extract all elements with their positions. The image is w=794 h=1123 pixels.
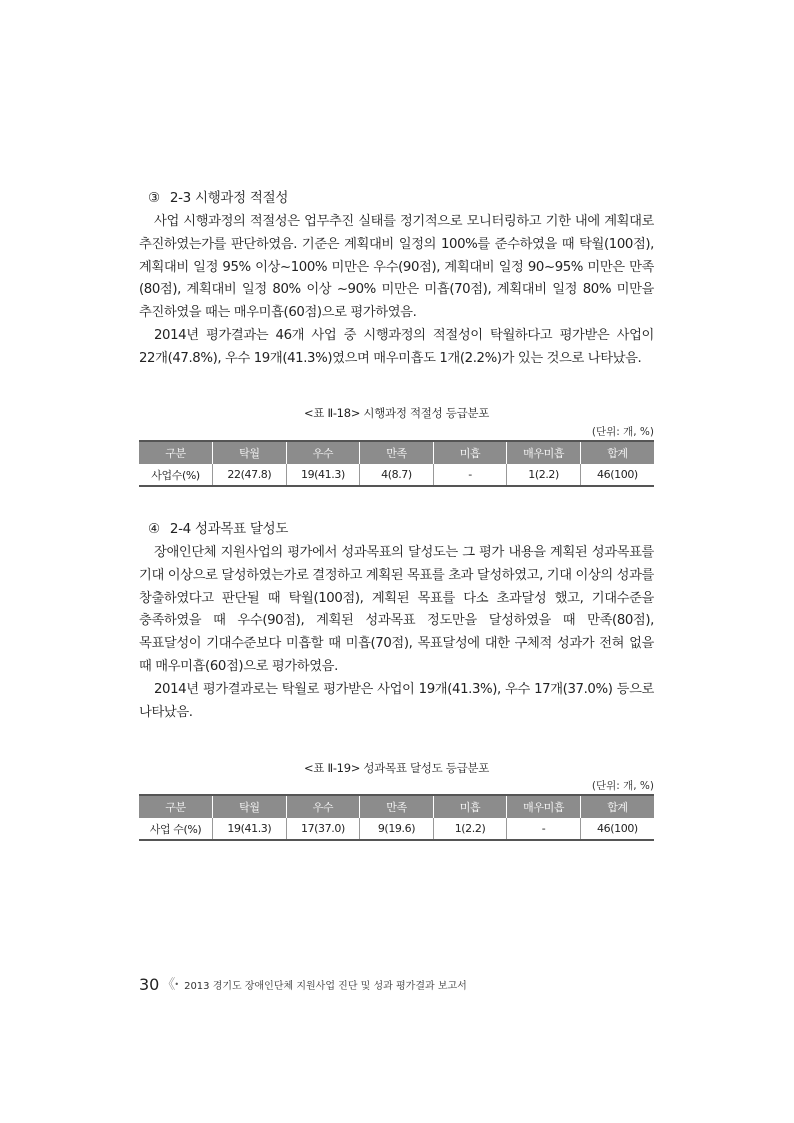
table-header-cell: 탁월	[213, 795, 287, 818]
table-header-cell: 합계	[580, 795, 654, 818]
grade-table-2-4	[139, 794, 654, 841]
table-header-cell: 우수	[286, 795, 360, 818]
table-cell: 1(2.2)	[507, 464, 581, 486]
section-title: 2-4 성과목표 달성도	[169, 521, 289, 537]
table-header-cell: 구분	[139, 795, 213, 818]
table-header-cell: 만족	[360, 441, 434, 464]
table-header-cell: 미흡	[433, 795, 507, 818]
section-heading-2-4	[148, 517, 288, 537]
section-body-2-4	[139, 542, 654, 724]
table-header-cell: 구분	[139, 441, 213, 464]
table-unit: (단위: 개, %)	[591, 780, 654, 792]
table-cell: -	[507, 818, 581, 840]
table-header-cell: 매우미흡	[507, 441, 581, 464]
section-marker: ④	[148, 521, 160, 537]
table-cell: -	[433, 464, 507, 486]
section-heading-2-3	[148, 186, 288, 206]
page-footer	[139, 974, 467, 994]
body-paragraph: 2014년 평가결과는 46개 사업 중 시행과정의 적절성이 탁월하다고 평가받은 사업이 22개(47.8%), 우수 19개(41.3%)였으며 매우미흡도 1개(2.2%)가 있는 것으로 나타났음.	[139, 327, 654, 366]
table-header-cell: 합계	[580, 441, 654, 464]
table-cell: 22(47.8)	[213, 464, 287, 486]
table-cell: 1(2.2)	[433, 818, 507, 840]
table-row	[139, 464, 654, 486]
report-title: 2013 경기도 장애인단체 지원사업 진단 및 성과 평가결과 보고서	[184, 980, 467, 992]
page-number: 30	[139, 974, 160, 994]
section-marker: ③	[148, 190, 160, 206]
table-header-row	[139, 795, 654, 818]
table-header-cell: 미흡	[433, 441, 507, 464]
body-paragraph: 사업 시행과정의 적절성은 업무추진 실태를 정기적으로 모니터링하고 기한 내에 계획대로 추진하였는가를 판단하였음. 기준은 계획대비 일정의 100%를 준수하였을 때 탁월(100점), 계획대비 일정 95% 이상~100% 미만은 우수(90점), 계획대비 일정 90~95% 미만은 만족(80점), 계획대비 일정 80% 이상 ~90% 미만은 미흡(70점), 계획대비 일정 80% 미만을 추진하였을 때는 매우미흡(60점)으로 평가하였음.	[139, 214, 654, 321]
table-cell: 46(100)	[580, 818, 654, 840]
table-unit: (단위: 개, %)	[591, 426, 654, 438]
table-cell: 19(41.3)	[286, 464, 360, 486]
table-caption: <표 Ⅱ-19> 성과목표 달성도 등급분포	[303, 761, 490, 775]
table-cell: 사업 수(%)	[139, 818, 213, 840]
table-row	[139, 818, 654, 840]
table-header-cell: 우수	[286, 441, 360, 464]
bullet-icon: •	[174, 979, 180, 989]
table-cell: 17(37.0)	[286, 818, 360, 840]
table-cell: 사업수(%)	[139, 464, 213, 486]
table-cell: 19(41.3)	[213, 818, 287, 840]
grade-table-2-3	[139, 440, 654, 487]
table-cell: 9(19.6)	[360, 818, 434, 840]
table-header-cell: 만족	[360, 795, 434, 818]
table-cell: 46(100)	[580, 464, 654, 486]
section-body-2-3	[139, 211, 654, 371]
chevron-left-icon: 《	[161, 977, 172, 993]
section-title: 2-3 시행과정 적절성	[169, 190, 289, 206]
table-header-cell: 매우미흡	[507, 795, 581, 818]
body-paragraph: 2014년 평가결과로는 탁월로 평가받은 사업이 19개(41.3%), 우수 17개(37.0%) 등으로 나타났음.	[139, 681, 654, 720]
table-cell: 4(8.7)	[360, 464, 434, 486]
table-caption: <표 Ⅱ-18> 시행과정 적절성 등급분포	[303, 406, 490, 420]
body-paragraph: 장애인단체 지원사업의 평가에서 성과목표의 달성도는 그 평가 내용을 계획된 성과목표를 기대 이상으로 달성하였는가로 결정하고 계획된 목표를 초과 달성하였고, 기대 이상의 성과를 창출하였다고 판단될 때 탁월(100점), 계획된 목표를 다소 초과달성 했고, 기대수준을 충족하였을 때 우수(90점), 계획된 성과목표 정도만을 달성하였을 때 만족(80점), 목표달성이 기대수준보다 미흡할 때 미흡(70점), 목표달성에 대한 구체적 성과가 전혀 없을 때 매우미흡(60점)으로 평가하였음.	[139, 545, 654, 674]
table-header-cell: 탁월	[213, 441, 287, 464]
table-header-row	[139, 441, 654, 464]
